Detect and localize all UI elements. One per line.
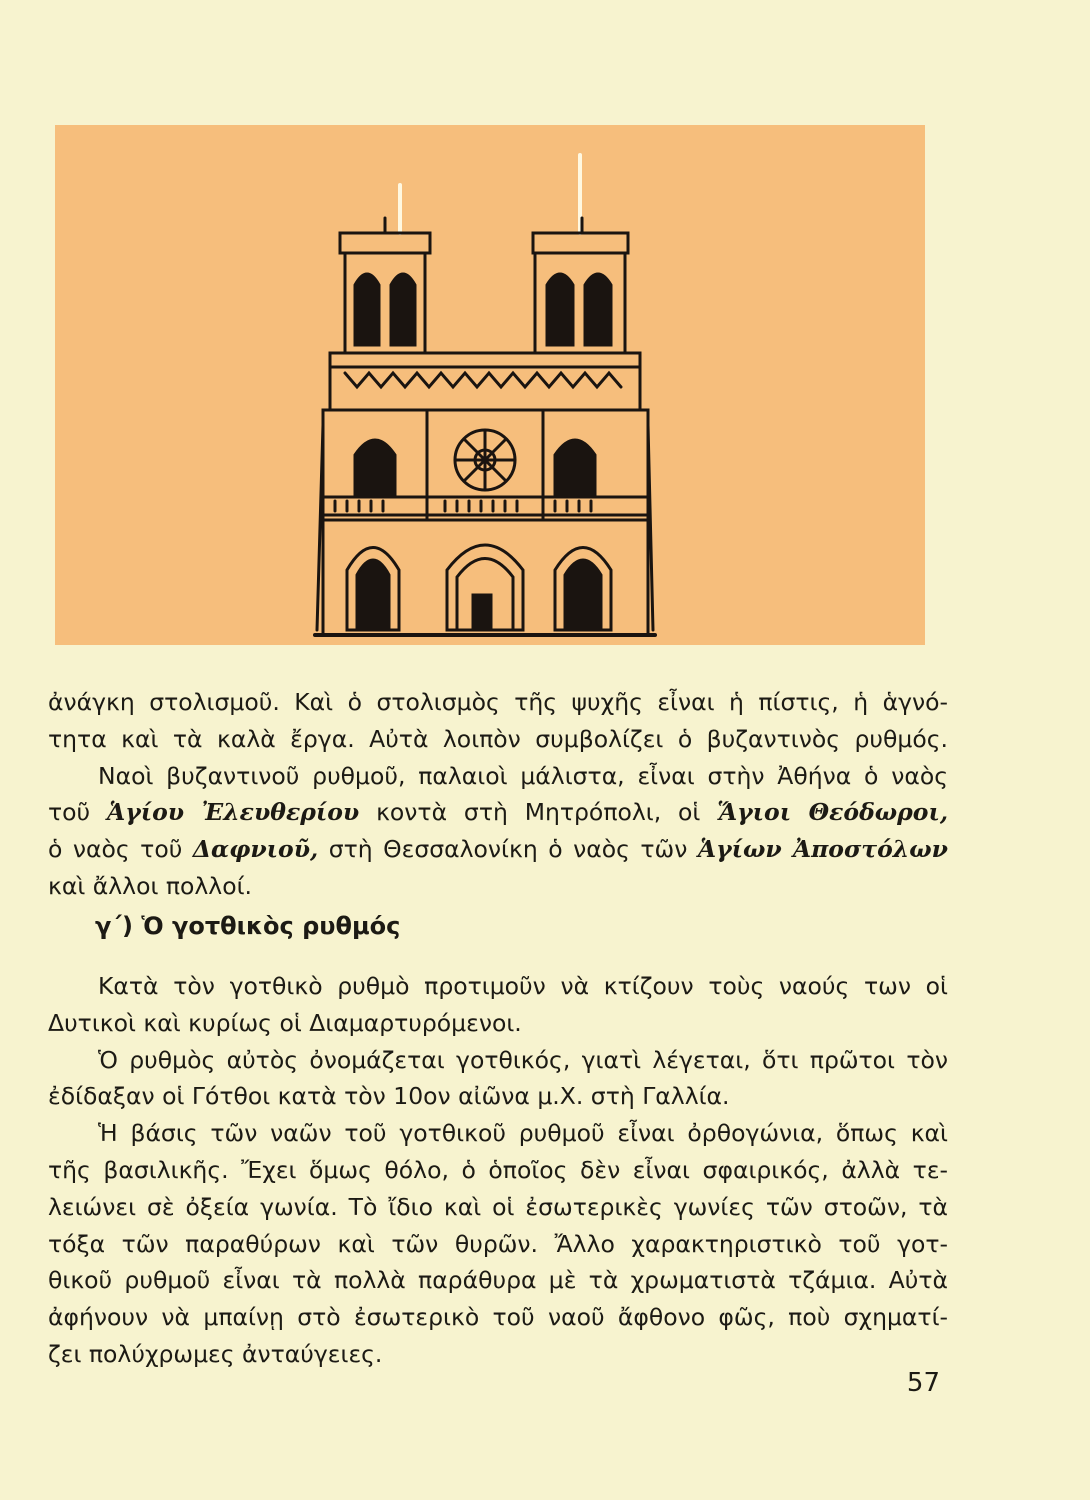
text-segment: στὴ Θεσσαλονίκη ὁ ναὸς τῶν bbox=[328, 835, 688, 864]
text-line: τόξα τῶν παραθύρων καὶ τῶν θυρῶν. Ἄλλο χαρακτηριστικὸ τοῦ γοτ- bbox=[48, 1229, 948, 1258]
text-line bbox=[48, 794, 948, 831]
church-name: Δαφνιοῦ, bbox=[192, 835, 319, 864]
text-line: ζει πολύχρωμες ἀνταύγειες. bbox=[48, 1339, 383, 1368]
gothic-paragraphs bbox=[48, 968, 948, 1373]
text-line: ἀνάγκη στολισμοῦ. Καὶ ὁ στολισμὸς τῆς ψυχῆς εἶναι ἡ πίστις, ἡ ἁγνό- bbox=[48, 688, 948, 716]
text-line: Δυτικοὶ καὶ κυρίως οἱ Διαμαρτυρόμενοι. bbox=[48, 1008, 522, 1037]
church-name: Ἁγίων Ἀποστόλων bbox=[697, 835, 948, 864]
text-line: λειώνει σὲ ὀξεία γωνία. Τὸ ἴδιο καὶ οἱ ἐσωτερικὲς γωνίες τῶν στοῶν, τὰ bbox=[48, 1192, 948, 1221]
church-name: Ἅγιοι Θεόδωροι, bbox=[717, 798, 948, 827]
text-line: Ἡ βάσις τῶν ναῶν τοῦ γοτθικοῦ ρυθμοῦ εἶναι ὀρθογώνια, ὅπως καὶ bbox=[98, 1119, 948, 1148]
text-segment: Ναοὶ βυζαντινοῦ ρυθμοῦ, παλαιοὶ μάλιστα, εἶναι στὴν Ἀθήνα ὁ ναὸς bbox=[98, 761, 948, 790]
text-line bbox=[48, 831, 948, 868]
text-line: Ὁ ρυθμὸς αὐτὸς ὀνομάζεται γοτθικός, γιατὶ λέγεται, ὅτι πρῶτοι τὸν bbox=[98, 1045, 948, 1074]
text-line: ἐδίδαξαν οἱ Γότθοι κατὰ τὸν 10ον αἰῶνα μ.Χ. στὴ Γαλλία. bbox=[48, 1082, 730, 1111]
cathedral-illustration bbox=[55, 125, 925, 645]
text-line: τῆς βασιλικῆς. Ἔχει ὅμως θόλο, ὁ ὁποῖος δὲν εἶναι σφαιρικός, ἀλλὰ τε- bbox=[48, 1155, 948, 1184]
gothic-cathedral-drawing bbox=[55, 125, 925, 645]
text-segment: κοντὰ στὴ Μητρόπολι, οἱ bbox=[376, 798, 701, 827]
text-line bbox=[48, 758, 948, 795]
page-number: 57 bbox=[906, 1368, 940, 1398]
text-segment: τοῦ bbox=[48, 798, 91, 827]
text-line: θικοῦ ρυθμοῦ εἶναι τὰ πολλὰ παράθυρα μὲ τὰ χρωματιστὰ τζάμια. Αὐτὰ bbox=[48, 1266, 948, 1295]
section-heading: γ΄) Ὁ γοτθικὸς ρυθμός bbox=[95, 912, 401, 940]
byzantine-paragraph bbox=[48, 684, 948, 905]
text-line: καὶ ἄλλοι πολλοί. bbox=[48, 871, 253, 900]
text-segment: ὁ ναὸς τοῦ bbox=[48, 835, 183, 864]
text-line: ἀφήνουν νὰ μπαίνῃ στὸ ἐσωτερικὸ τοῦ ναοῦ ἄφθονο φῶς, ποὺ σχηματί- bbox=[48, 1303, 948, 1332]
church-name: Ἁγίου Ἐλευθερίου bbox=[106, 798, 360, 827]
text-line: τητα καὶ τὰ καλὰ ἔργα. Αὐτὰ λοιπὸν συμβολίζει ὁ βυζαντινὸς ρυθμός. bbox=[48, 724, 948, 753]
text-line: Κατὰ τὸν γοτθικὸ ρυθμὸ προτιμοῦν νὰ κτίζουν τοὺς ναούς των οἱ bbox=[98, 972, 948, 1000]
